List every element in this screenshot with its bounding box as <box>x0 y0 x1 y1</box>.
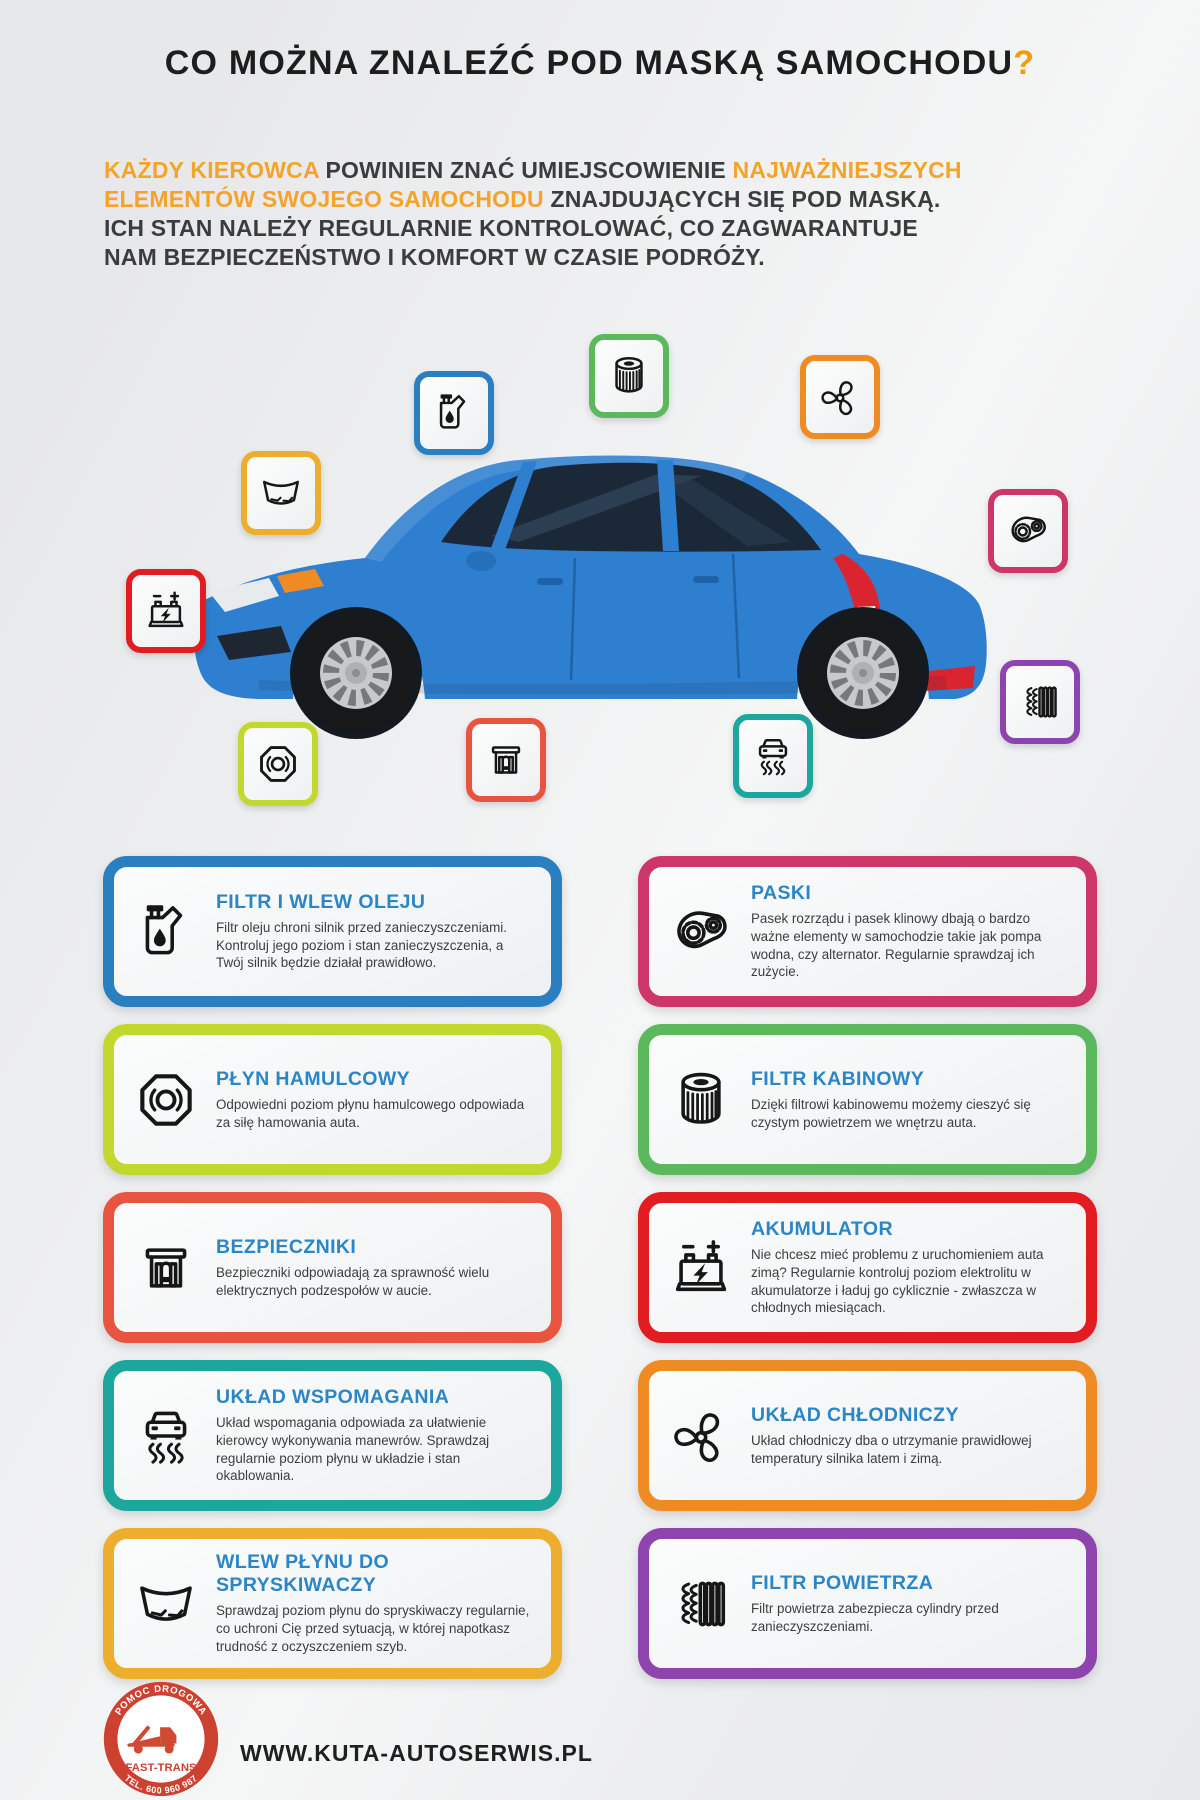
intro-accent-segment: NAJWAŻNIEJSZYCH ELEMENTÓW SWOJEGO SAMOCHODU <box>104 157 962 212</box>
card-paski <box>638 856 1097 1007</box>
page-title-text: CO MOŻNA ZNALEŹĆ POD MASKĄ SAMOCHODU <box>164 44 1014 82</box>
card-text: Filtr oleju chroni silnik przed zanieczyszczeniami. Kontroluj jego poziom i stan zanieczyszczenia, a Twój silnik będzie działał prawidłowo. <box>216 919 507 971</box>
website-text: WWW.KUTA-AUTOSERWIS.PL <box>240 1740 593 1766</box>
skid-car-icon <box>122 1403 210 1469</box>
windshield-washer-icon <box>258 470 304 516</box>
card-title: UKŁAD WSPOMAGANIA <box>216 1385 450 1408</box>
fan-icon <box>657 1403 745 1469</box>
card-text: Układ chłodniczy dba o utrzymanie prawidłowej temperatury silnika latem i zimą. <box>751 1432 1032 1466</box>
card-uk-ad-wspomagania <box>103 1360 562 1511</box>
card-text: Pasek rozrządu i pasek klinowy dbają o bardzo ważne elementy w samochodzie takie jak pompa wodna, czy alternator. Regularnie sprawdzaj ich zużycie. <box>751 910 1042 980</box>
card-filtr-kabinowy <box>638 1024 1097 1175</box>
battery-icon <box>143 588 189 634</box>
hood-box-fan-icon <box>800 355 880 439</box>
card-text: Bezpieczniki odpowiadają za sprawność wielu elektrycznych podzespołów w aucie. <box>216 1264 490 1298</box>
battery-icon <box>657 1235 745 1301</box>
card-filtr-powietrza <box>638 1528 1097 1679</box>
card-title: AKUMULATOR <box>751 1217 893 1240</box>
card-p-yn-hamulcowy <box>103 1024 562 1175</box>
info-cards <box>103 856 1097 1679</box>
timing-belt-icon <box>657 899 745 965</box>
intro-text <box>104 156 962 272</box>
card-title: FILTR POWIETRZA <box>751 1571 934 1594</box>
rear-wheel <box>797 607 929 739</box>
card-text: Nie chcesz mieć problemu z uruchomieniem auta zimą? Regularnie kontroluj poziom elektrolitu w akumulatorze i ładuj go cyklicznie - zwłaszcza w chłodnych miesiącach. <box>751 1246 1044 1316</box>
card-wlew-p-ynu-do-spryskiwaczy <box>103 1528 562 1679</box>
fuse-icon <box>122 1235 210 1301</box>
hood-box-oil-can-icon <box>414 371 494 455</box>
oil-can-icon <box>431 390 477 436</box>
air-filter-icon <box>657 1571 745 1637</box>
card-uk-ad-ch-odniczy <box>638 1360 1097 1511</box>
hood-box-windshield-washer-icon <box>241 451 321 535</box>
intro-accent-segment: KAŻDY KIEROWCA <box>104 157 326 183</box>
hood-box-oil-filter-icon <box>589 334 669 418</box>
windshield-washer-icon <box>122 1571 210 1637</box>
brake-fluid-icon <box>255 741 301 787</box>
card-text: Dzięki filtrowi kabinowemu możemy cieszyć się czystym powietrzem we wnętrzu auta. <box>751 1096 1031 1130</box>
page-title <box>0 44 1200 83</box>
card-title: FILTR KABINOWY <box>751 1067 925 1090</box>
oil-can-icon <box>122 899 210 965</box>
hood-box-brake-fluid-icon <box>238 722 318 806</box>
card-title: WLEW PŁYNU DO SPRYSKIWACZY <box>216 1551 390 1597</box>
hood-box-skid-car-icon <box>733 714 813 798</box>
logo-arc-top-text: POMOC DROGOWA <box>113 1683 209 1718</box>
air-filter-icon <box>1017 679 1063 725</box>
card-title: PASKI <box>751 881 812 904</box>
intro-segment: POWINIEN ZNAĆ UMIEJSCOWIENIE <box>325 157 733 183</box>
hood-box-battery-icon <box>126 569 206 653</box>
card-text: Odpowiedni poziom płynu hamulcowego odpowiada za siłę hamowania auta. <box>216 1096 525 1130</box>
timing-belt-icon <box>1005 508 1051 554</box>
fast-trans-logo <box>102 1680 220 1798</box>
card-filtr-i-wlew-oleju <box>103 856 562 1007</box>
fuse-icon <box>483 737 529 783</box>
card-title: PŁYN HAMULCOWY <box>216 1067 411 1090</box>
hood-box-timing-belt-icon <box>988 489 1068 573</box>
skid-car-icon <box>750 733 796 779</box>
intro-segment: ZNAJDUJĄCYCH SIĘ POD MASKĄ. ICH STAN NALEŻY REGULARNIE KONTROLOWAĆ, CO ZAGWARANTUJE NAM BEZPIECZEŃSTWO I KOMFORT W CZASIE PODRÓŻY. <box>104 186 941 270</box>
fan-icon <box>817 374 863 420</box>
front-wheel <box>290 607 422 739</box>
oil-filter-icon <box>606 353 652 399</box>
page-title-question-mark: ? <box>1013 44 1036 82</box>
logo-arc-bottom-text: TEL. 600 960 987 <box>122 1772 200 1796</box>
card-text: Układ wspomagania odpowiada za ułatwienie kierowcy wykonywania manewrów. Sprawdzaj regularnie poziom płynu w układzie i stan okablowania. <box>216 1414 490 1484</box>
card-title: FILTR I WLEW OLEJU <box>216 890 426 913</box>
oil-filter-icon <box>657 1067 745 1133</box>
card-title: UKŁAD CHŁODNICZY <box>751 1403 959 1426</box>
hood-box-fuse-icon <box>466 718 546 802</box>
card-text: Sprawdzaj poziom płynu do spryskiwaczy regularnie, co uchroni Cię przed sytuacją, w której napotkasz trudność z oczyszczeniem szyb. <box>216 1603 530 1654</box>
card-text: Filtr powietrza zabezpiecza cylindry przed zanieczyszczeniami. <box>751 1600 999 1634</box>
card-title: BEZPIECZNIKI <box>216 1235 357 1258</box>
logo-center-text: FAST-TRANS <box>125 1761 197 1774</box>
card-bezpieczniki <box>103 1192 562 1343</box>
card-akumulator <box>638 1192 1097 1343</box>
brake-fluid-icon <box>122 1067 210 1133</box>
hood-box-air-filter-icon <box>1000 660 1080 744</box>
